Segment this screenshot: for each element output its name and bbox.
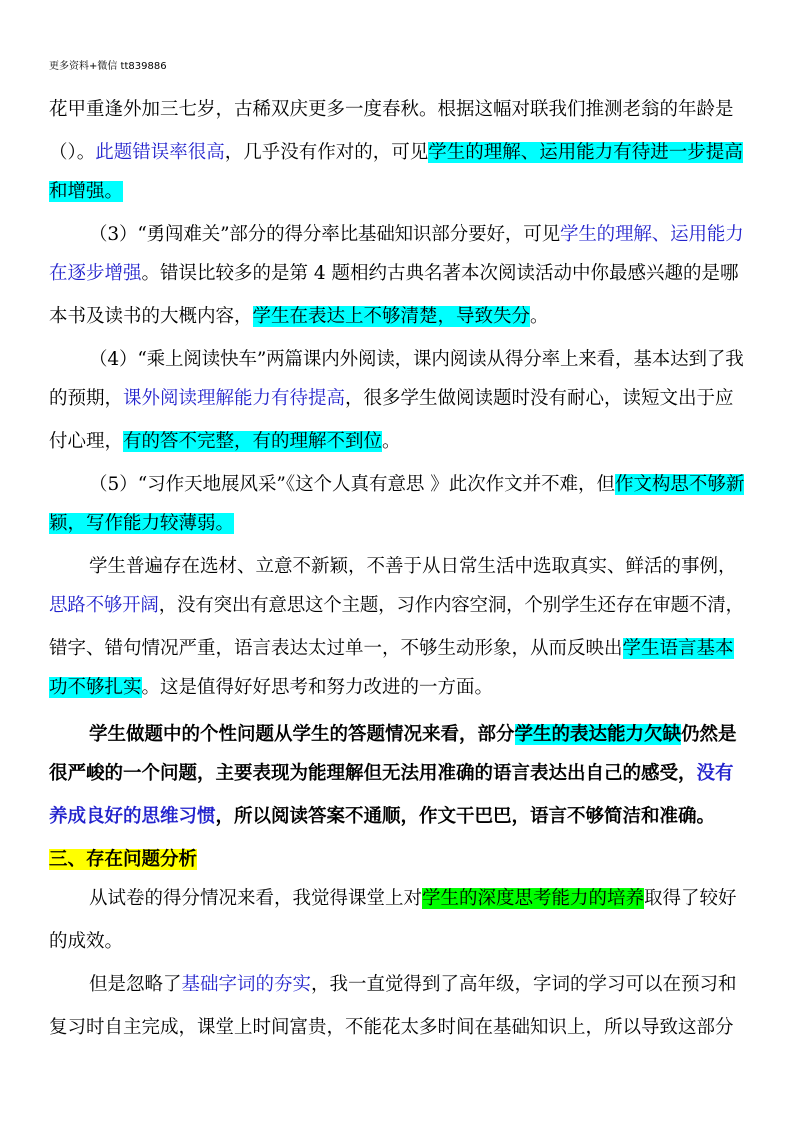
highlighted-text: 有的答不完整，有的理解不到位 <box>123 431 383 452</box>
text-line <box>49 382 734 416</box>
text-line <box>89 968 737 1002</box>
highlighted-text: 学生的表达能力欠缺 <box>514 724 682 745</box>
text-line <box>89 882 737 916</box>
emphasis-text: 课外阅读理解能力有待提高 <box>123 388 346 409</box>
text-line <box>89 550 737 584</box>
text-line <box>89 343 744 377</box>
text-span: 复习时自主完成，课堂上时间富贵，不能花太多时间在基础知识上，所以导致这部分 <box>49 1017 734 1038</box>
emphasis-text: 没有 <box>696 763 734 784</box>
text-span: 学生做题中的个性问题从学生的答题情况来看，部分 <box>89 724 515 745</box>
highlighted-text: 颖，写作能力较薄弱。 <box>49 513 235 534</box>
text-span: 。错误比较多的是第 4 题相约古典名著本次阅读活动中你最感兴趣的是哪 <box>141 263 739 284</box>
text-span: ，所以阅读答案不通顺，作文干巴巴，语言不够简洁和准确。 <box>215 806 716 827</box>
highlighted-text: 学生语言基本 <box>622 638 734 659</box>
text-span: （3）“勇闯难关”部分的得分率比基础知识部分要好，可见 <box>89 224 560 245</box>
text-span: （）。 <box>49 142 96 163</box>
text-line <box>49 589 744 623</box>
emphasis-text: 思路不够开阔 <box>49 595 159 616</box>
text-line <box>49 671 493 705</box>
text-span: 很严峻的一个问题，主要表现为能理解但无法用准确的语言表达出自己的感受， <box>49 763 697 784</box>
emphasis-text: 养成良好的思维习惯 <box>49 806 216 827</box>
emphasis-text: 学生的理解、运用能力 <box>559 224 744 245</box>
text-line <box>49 93 734 127</box>
text-span: （5）“习作天地展风采”《这个人真有意思 》此次作文并不难，但 <box>89 474 615 495</box>
text-line <box>49 632 734 666</box>
text-span: ，很多学生做阅读题时没有耐心，读短文出于应 <box>345 388 734 409</box>
text-line <box>89 718 737 752</box>
highlighted-text: 三、存在问题分析 <box>49 849 198 870</box>
text-span: 的预期， <box>49 388 124 409</box>
text-span: 。 <box>530 306 549 327</box>
highlighted-text: 学生的深度思考能力的培养 <box>422 888 645 909</box>
text-span: 。 <box>382 431 401 452</box>
text-span: （4）“乘上阅读快车”两篇课内外阅读，课内阅读从得分率上来看，基本达到了我 <box>89 349 744 370</box>
text-span: 的成效。 <box>49 931 124 952</box>
emphasis-text: 基础字词的夯实 <box>181 974 312 995</box>
highlighted-text: 学生在表达上不够清楚，导致失分 <box>252 306 531 327</box>
text-line <box>49 300 549 334</box>
highlighted-text: 作文构思不够新 <box>614 474 745 495</box>
text-line <box>49 757 734 791</box>
text-line <box>89 468 744 502</box>
section-heading <box>49 843 197 877</box>
text-span: 付心理， <box>49 431 124 452</box>
text-span: 。这是值得好好思考和努力改进的一方面。 <box>141 677 494 698</box>
text-span: ，没有突出有意思这个主题，习作内容空洞，个别学生还存在审题不清， <box>158 595 744 616</box>
text-line <box>49 136 743 170</box>
text-span: 错字、错句情况严重，语言表达太过单一，不够生动形象，从而反映出 <box>49 638 623 659</box>
text-line <box>49 425 401 459</box>
text-span: 学生普遍存在选材、立意不新颖，不善于从日常生活中选取真实、鲜活的事例， <box>89 556 737 577</box>
text-line <box>49 257 739 291</box>
emphasis-text: 此题错误率很高 <box>95 142 225 163</box>
text-span: 花甲重逢外加三七岁，古稀双庆更多一度春秋。根据这幅对联我们推测老翁的年龄是 <box>49 99 734 120</box>
text-span: ，几乎没有作对的，可见 <box>224 142 429 163</box>
highlighted-text: 功不够扎实 <box>49 677 142 698</box>
text-span: 但是忽略了 <box>89 974 182 995</box>
highlighted-text: 和增强。 <box>49 181 124 202</box>
text-span: 本书及读书的大概内容， <box>49 306 253 327</box>
text-line <box>89 218 744 252</box>
text-span: ，我一直觉得到了高年级，字词的学习可以在预习和 <box>311 974 737 995</box>
text-span: 从试卷的得分情况来看，我觉得课堂上对 <box>89 888 423 909</box>
text-line <box>49 800 715 834</box>
text-line <box>49 925 123 959</box>
page-header: 更多资料+微信 tt839886 <box>49 61 167 72</box>
text-span: 取得了较好 <box>644 888 737 909</box>
text-line <box>49 175 123 209</box>
text-line <box>49 1011 734 1045</box>
emphasis-text: 在逐步增强 <box>49 263 142 284</box>
text-line <box>49 507 234 541</box>
highlighted-text: 学生的理解、运用能力有待进一步提高 <box>428 142 743 163</box>
text-span: 仍然是 <box>681 724 737 745</box>
